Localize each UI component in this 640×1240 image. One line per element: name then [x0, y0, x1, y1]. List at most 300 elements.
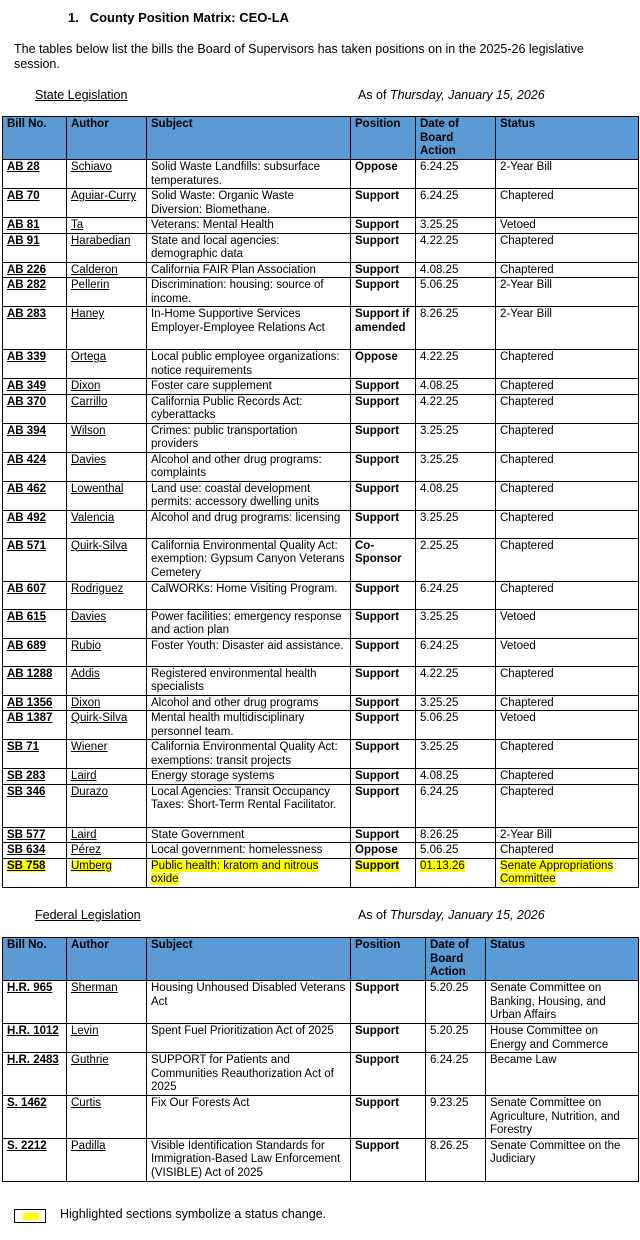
cell-position — [351, 1096, 426, 1139]
bill-number-text: AB 91 — [7, 234, 40, 247]
cell-position — [351, 278, 416, 307]
cell-author[interactable] — [67, 769, 147, 785]
subject-text: Visible Identification Standards for Immigration-Based Law Enforcement (VISIBLE) Act of 2025 — [151, 1139, 341, 1179]
subject-text: Alcohol and other drug programs — [151, 696, 319, 709]
cell-board-action-date — [426, 1138, 486, 1181]
author-text: Sherman — [71, 982, 118, 994]
cell-bill-number[interactable] — [3, 827, 67, 843]
table-row — [3, 452, 639, 481]
cell-status — [486, 1024, 639, 1053]
cell-author[interactable] — [67, 843, 147, 859]
author-text: Durazo — [71, 785, 109, 798]
federal-asof-date: Thursday, January 15, 2026 — [389, 908, 545, 922]
board-action-date-text: 6.24.25 — [430, 1054, 469, 1066]
position-text: Support — [355, 696, 400, 709]
board-action-date-text: 5.20.25 — [430, 1025, 469, 1037]
cell-position — [351, 1053, 426, 1096]
cell-bill-number[interactable] — [3, 350, 67, 379]
status-text: Senate Committee on Banking, Housing, and Urban Affairs — [490, 982, 606, 1021]
cell-status — [496, 538, 639, 581]
bill-number-text: AB 283 — [7, 308, 46, 320]
cell-status — [496, 711, 639, 740]
cell-subject — [147, 843, 351, 859]
author-text: Levin — [71, 1025, 99, 1037]
author-text: Haney — [71, 308, 105, 320]
board-action-date-text: 6.24.25 — [420, 639, 459, 652]
cell-board-action-date — [416, 510, 496, 538]
cell-subject — [147, 481, 351, 510]
cell-author[interactable] — [67, 307, 147, 350]
federal-asof — [358, 908, 545, 922]
bill-number-text: AB 571 — [7, 539, 46, 552]
cell-board-action-date — [416, 638, 496, 666]
cell-author[interactable] — [67, 218, 147, 234]
subject-text: California FAIR Plan Association — [151, 263, 316, 276]
author-text: Curtis — [71, 1097, 102, 1109]
cell-subject — [147, 233, 351, 262]
table-row — [3, 827, 639, 843]
cell-bill-number[interactable] — [3, 538, 67, 581]
board-action-date-text: 3.25.25 — [420, 219, 459, 231]
board-action-date-text: 4.08.25 — [420, 380, 459, 392]
cell-author[interactable] — [67, 278, 147, 307]
table-row — [3, 769, 639, 785]
cell-bill-number[interactable] — [3, 609, 67, 638]
cell-bill-number[interactable] — [3, 981, 67, 1024]
position-text: Support — [355, 610, 400, 623]
status-text: Chaptered — [500, 234, 554, 247]
cell-position — [351, 394, 416, 423]
cell-author[interactable] — [67, 1024, 147, 1053]
subject-text: CalWORKs: Home Visiting Program. — [151, 582, 338, 595]
position-text: Oppose — [355, 161, 398, 173]
table-row — [3, 638, 639, 666]
cell-position — [351, 350, 416, 379]
status-text: Chaptered — [500, 380, 554, 392]
cell-subject — [147, 538, 351, 581]
position-text: Support if amended — [355, 308, 410, 334]
position-text: Support — [355, 219, 400, 231]
cell-board-action-date — [426, 1096, 486, 1139]
cell-subject — [147, 858, 351, 887]
cell-status — [496, 394, 639, 423]
position-text: Oppose — [355, 351, 398, 363]
subject-text: Alcohol and drug programs: licensing — [151, 511, 341, 524]
subject-text: Spent Fuel Prioritization Act of 2025 — [151, 1025, 334, 1037]
board-action-date-text: 3.25.25 — [420, 610, 459, 623]
subject-text: SUPPORT for Patients and Communities Reauthorization Act of 2025 — [151, 1054, 334, 1093]
cell-bill-number[interactable] — [3, 784, 67, 827]
table-row — [3, 695, 639, 711]
author-text: Padilla — [71, 1139, 106, 1152]
table-row — [3, 711, 639, 740]
cell-author[interactable] — [67, 262, 147, 278]
cell-author[interactable] — [67, 160, 147, 189]
cell-author[interactable] — [67, 638, 147, 666]
position-text: Support — [355, 482, 400, 495]
position-text: Support — [355, 741, 400, 753]
cell-board-action-date — [426, 981, 486, 1024]
cell-position — [351, 609, 416, 638]
cell-board-action-date — [416, 858, 496, 887]
column-header-board-action-date: Date of Board Action — [426, 938, 486, 981]
cell-position — [351, 1024, 426, 1053]
cell-subject — [147, 1096, 351, 1139]
subject-text: Fix Our Forests Act — [151, 1097, 250, 1109]
cell-status — [496, 510, 639, 538]
cell-status — [496, 843, 639, 859]
table-row — [3, 379, 639, 395]
position-text: Support — [355, 982, 400, 994]
status-text: Chaptered — [500, 482, 554, 495]
cell-bill-number[interactable] — [3, 510, 67, 538]
subject-text: California Environmental Quality Act: exemptions: transit projects — [151, 741, 338, 767]
position-text: Support — [355, 582, 400, 595]
cell-bill-number[interactable] — [3, 666, 67, 695]
subject-text: Mental health multidisciplinary personnel team. — [151, 712, 305, 738]
cell-subject — [147, 666, 351, 695]
table-row — [3, 843, 639, 859]
position-text: Support — [355, 380, 400, 392]
status-text: Senate Committee on Agriculture, Nutrition, and Forestry — [490, 1097, 620, 1136]
author-text: Dixon — [71, 380, 101, 392]
status-text: 2-Year Bill — [500, 828, 552, 841]
cell-author[interactable] — [67, 452, 147, 481]
position-text: Support — [355, 190, 400, 202]
cell-author[interactable] — [67, 423, 147, 452]
status-text: Chaptered — [500, 696, 554, 709]
cell-bill-number[interactable] — [3, 307, 67, 350]
table-row — [3, 581, 639, 609]
cell-bill-number[interactable] — [3, 858, 67, 887]
cell-board-action-date — [416, 695, 496, 711]
cell-author[interactable] — [67, 695, 147, 711]
table-row — [3, 307, 639, 350]
cell-author[interactable] — [67, 350, 147, 379]
table-row — [3, 1138, 639, 1181]
cell-author[interactable] — [67, 233, 147, 262]
cell-position — [351, 189, 416, 218]
bill-number-text: AB 424 — [7, 453, 46, 466]
cell-board-action-date — [426, 1024, 486, 1053]
status-text: Chaptered — [500, 511, 554, 524]
cell-bill-number[interactable] — [3, 769, 67, 785]
cell-bill-number[interactable] — [3, 1096, 67, 1139]
cell-author[interactable] — [67, 481, 147, 510]
column-header-board-action-date: Date of Board Action — [416, 117, 496, 160]
subject-text: Registered environmental health specialists — [151, 667, 317, 693]
bill-number-text: H.R. 1012 — [7, 1025, 59, 1037]
table-row — [3, 394, 639, 423]
federal-legislation-table — [2, 937, 639, 1182]
cell-author[interactable] — [67, 189, 147, 218]
cell-bill-number[interactable] — [3, 1053, 67, 1096]
status-text: Chaptered — [500, 263, 554, 276]
position-text: Support — [355, 263, 400, 276]
cell-status — [496, 784, 639, 827]
cell-bill-number[interactable] — [3, 262, 67, 278]
bill-number-text: SB 634 — [7, 844, 46, 856]
cell-subject — [147, 581, 351, 609]
position-text: Support — [355, 279, 400, 291]
column-header-bill-number: Bill No. — [3, 117, 67, 160]
status-text: Vetoed — [500, 219, 536, 231]
status-text: Senate Appropriations Committee — [500, 859, 614, 885]
cell-subject — [147, 218, 351, 234]
position-text: Support — [355, 1054, 400, 1066]
status-text: Chaptered — [500, 424, 554, 437]
cell-board-action-date — [416, 262, 496, 278]
cell-status — [496, 423, 639, 452]
cell-board-action-date — [416, 233, 496, 262]
cell-author[interactable] — [67, 1138, 147, 1181]
table-row — [3, 740, 639, 769]
bill-number-text: AB 349 — [7, 380, 46, 392]
board-action-date-text: 5.20.25 — [430, 982, 469, 994]
cell-subject — [147, 452, 351, 481]
cell-status — [496, 379, 639, 395]
cell-board-action-date — [416, 711, 496, 740]
table-row — [3, 481, 639, 510]
state-asof — [358, 88, 545, 102]
cell-board-action-date — [416, 394, 496, 423]
cell-board-action-date — [416, 581, 496, 609]
bill-number-text: AB 370 — [7, 395, 46, 408]
cell-status — [486, 1138, 639, 1181]
cell-subject — [147, 423, 351, 452]
cell-author[interactable] — [67, 1053, 147, 1096]
board-action-date-text: 4.22.25 — [420, 667, 459, 680]
status-text: Became Law — [490, 1054, 557, 1066]
cell-status — [496, 160, 639, 189]
cell-bill-number[interactable] — [3, 394, 67, 423]
subject-text: Crimes: public transportation providers — [151, 424, 298, 450]
cell-subject — [147, 769, 351, 785]
board-action-date-text: 3.25.25 — [420, 696, 459, 709]
cell-position — [351, 538, 416, 581]
status-text: 2-Year Bill — [500, 279, 552, 291]
status-text: House Committee on Energy and Commerce — [490, 1025, 609, 1051]
subject-text: State Government — [151, 828, 245, 841]
cell-author[interactable] — [67, 827, 147, 843]
cell-bill-number[interactable] — [3, 638, 67, 666]
status-text: Chaptered — [500, 667, 554, 680]
cell-author[interactable] — [67, 538, 147, 581]
cell-position — [351, 307, 416, 350]
board-action-date-text: 4.08.25 — [420, 482, 459, 495]
cell-position — [351, 695, 416, 711]
table-row — [3, 858, 639, 887]
cell-board-action-date — [416, 307, 496, 350]
cell-status — [496, 638, 639, 666]
table-row — [3, 350, 639, 379]
state-legislation-table — [2, 116, 639, 888]
cell-bill-number[interactable] — [3, 278, 67, 307]
cell-position — [351, 510, 416, 538]
table-row — [3, 1024, 639, 1053]
bill-number-text: AB 1356 — [7, 696, 53, 709]
board-action-date-text: 4.08.25 — [420, 770, 459, 782]
cell-author[interactable] — [67, 784, 147, 827]
cell-bill-number[interactable] — [3, 160, 67, 189]
cell-bill-number[interactable] — [3, 581, 67, 609]
cell-bill-number[interactable] — [3, 189, 67, 218]
board-action-date-text: 3.25.25 — [420, 424, 459, 437]
status-text: Senate Committee on the Judiciary — [490, 1139, 621, 1165]
board-action-date-text: 6.24.25 — [420, 190, 459, 202]
cell-bill-number[interactable] — [3, 1138, 67, 1181]
cell-subject — [147, 1024, 351, 1053]
table-row — [3, 1053, 639, 1096]
column-header-subject: Subject — [147, 117, 351, 160]
cell-bill-number[interactable] — [3, 452, 67, 481]
cell-bill-number[interactable] — [3, 379, 67, 395]
cell-bill-number[interactable] — [3, 843, 67, 859]
cell-bill-number[interactable] — [3, 218, 67, 234]
author-text: Laird — [71, 828, 97, 841]
cell-author[interactable] — [67, 1096, 147, 1139]
cell-status — [486, 981, 639, 1024]
column-header-bill-number: Bill No. — [3, 938, 67, 981]
cell-bill-number[interactable] — [3, 233, 67, 262]
cell-bill-number[interactable] — [3, 1024, 67, 1053]
cell-position — [351, 379, 416, 395]
subject-text: Public health: kratom and nitrous oxide — [151, 859, 319, 885]
subject-text: Energy storage systems — [151, 770, 275, 782]
cell-bill-number[interactable] — [3, 423, 67, 452]
cell-bill-number[interactable] — [3, 740, 67, 769]
author-text: Umberg — [71, 859, 112, 872]
table-row — [3, 423, 639, 452]
position-text: Support — [355, 770, 400, 782]
federal-asof-prefix: As of — [358, 908, 387, 922]
cell-board-action-date — [416, 481, 496, 510]
position-text: Support — [355, 234, 400, 247]
cell-status — [496, 769, 639, 785]
cell-subject — [147, 262, 351, 278]
bill-number-text: SB 577 — [7, 828, 46, 841]
cell-subject — [147, 1138, 351, 1181]
cell-status — [496, 189, 639, 218]
status-text: Chaptered — [500, 785, 554, 798]
table-row — [3, 189, 639, 218]
position-text: Support — [355, 667, 400, 680]
author-text: Rubio — [71, 639, 102, 652]
cell-author[interactable] — [67, 711, 147, 740]
board-action-date-text: 3.25.25 — [420, 453, 459, 466]
cell-bill-number[interactable] — [3, 481, 67, 510]
cell-subject — [147, 638, 351, 666]
author-text: Pellerin — [71, 279, 110, 291]
board-action-date-text: 4.22.25 — [420, 351, 459, 363]
author-text: Wilson — [71, 424, 106, 437]
bill-number-text: AB 282 — [7, 279, 46, 291]
heading-number: 1. — [68, 10, 79, 25]
cell-subject — [147, 827, 351, 843]
cell-author[interactable] — [67, 981, 147, 1024]
cell-author[interactable] — [67, 581, 147, 609]
position-text: Support — [355, 424, 400, 437]
cell-position — [351, 827, 416, 843]
cell-position — [351, 262, 416, 278]
cell-position — [351, 218, 416, 234]
status-text: Chaptered — [500, 539, 554, 552]
author-text: Harabedian — [71, 234, 131, 247]
cell-status — [496, 262, 639, 278]
cell-author[interactable] — [67, 394, 147, 423]
board-action-date-text: 8.26.25 — [420, 308, 459, 320]
subject-text: Local public employee organizations: notice requirements — [151, 351, 340, 377]
subject-text: Foster care supplement — [151, 380, 272, 392]
bill-number-text: AB 1387 — [7, 712, 53, 724]
board-action-date-text: 5.06.25 — [420, 844, 459, 856]
cell-position — [351, 843, 416, 859]
board-action-date-text: 9.23.25 — [430, 1097, 469, 1109]
bill-number-text: SB 346 — [7, 785, 46, 798]
cell-position — [351, 769, 416, 785]
cell-author[interactable] — [67, 858, 147, 887]
cell-status — [496, 307, 639, 350]
position-text: Support — [355, 639, 400, 652]
table-row — [3, 510, 639, 538]
bill-number-text: H.R. 965 — [7, 982, 53, 994]
subject-text: State and local agencies: demographic data — [151, 234, 280, 260]
subject-text: California Environmental Quality Act: exemption: Gypsum Canyon Veterans Cemetery — [151, 539, 345, 579]
author-text: Addis — [71, 667, 100, 680]
author-text: Quirk-Silva — [71, 712, 128, 724]
cell-board-action-date — [416, 278, 496, 307]
cell-board-action-date — [416, 189, 496, 218]
cell-status — [496, 218, 639, 234]
legend-text: Highlighted sections symbolize a status change. — [60, 1207, 327, 1221]
status-text: Chaptered — [500, 741, 554, 753]
bill-number-text: AB 492 — [7, 511, 46, 524]
subject-text: Solid Waste: Organic Waste Diversion: Biomethane. — [151, 190, 294, 216]
subject-text: Solid Waste Landfills: subsurface temperatures. — [151, 161, 320, 187]
cell-status — [496, 481, 639, 510]
cell-author[interactable] — [67, 666, 147, 695]
state-asof-prefix: As of — [358, 88, 387, 102]
cell-board-action-date — [416, 423, 496, 452]
federal-section-title: Federal Legislation — [35, 908, 141, 922]
cell-board-action-date — [416, 769, 496, 785]
cell-author[interactable] — [67, 740, 147, 769]
cell-bill-number[interactable] — [3, 711, 67, 740]
bill-number-text: AB 607 — [7, 582, 46, 595]
cell-author[interactable] — [67, 609, 147, 638]
author-text: Calderon — [71, 263, 118, 276]
cell-subject — [147, 609, 351, 638]
bill-number-text: AB 394 — [7, 424, 46, 437]
cell-board-action-date — [416, 218, 496, 234]
cell-position — [351, 740, 416, 769]
cell-board-action-date — [416, 666, 496, 695]
status-text: Chaptered — [500, 844, 554, 856]
author-text: Lowenthal — [71, 482, 124, 495]
bill-number-text: AB 28 — [7, 161, 40, 173]
cell-bill-number[interactable] — [3, 695, 67, 711]
cell-status — [496, 350, 639, 379]
column-header-position: Position — [351, 938, 426, 981]
bill-number-text: SB 283 — [7, 770, 46, 782]
cell-author[interactable] — [67, 510, 147, 538]
cell-subject — [147, 307, 351, 350]
status-text: Chaptered — [500, 395, 554, 408]
cell-position — [351, 711, 416, 740]
cell-author[interactable] — [67, 379, 147, 395]
bill-number-text: AB 615 — [7, 610, 46, 623]
cell-board-action-date — [416, 843, 496, 859]
